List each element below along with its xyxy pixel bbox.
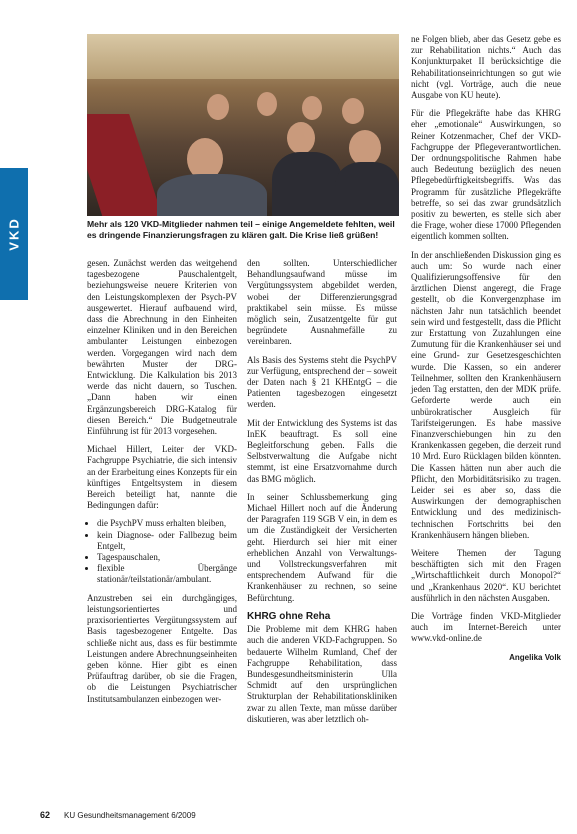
paragraph: In seiner Schlussbemerkung ging Michael Hillert noch auf die Änderung der Paragrafen 119 SGB V ein, in dem es um die Zuständigkeit der Versicherten geht. Hierdurch sei hier mit einer erheblichen Anzahl von Verwaltungs- und Vollstreckungsverfahren mit entsprechendem Aufwand für die Krankenhäuser zu rechnen, so seine Befürchtung. (247, 491, 397, 603)
article-column-3 (411, 34, 561, 663)
list-item: • flexible Übergänge stationär/teilstationär/ambulant. (97, 563, 237, 585)
photo-caption: Mehr als 120 VKD-Mitglieder nahmen teil – einige Angemeldete fehlten, weil es dringende Finanzierungsfragen zu klären galt. Die Krise ließ grüßen! (87, 219, 395, 240)
publication-name: KU Gesundheitsmanagement 6/2009 (64, 810, 196, 820)
page-number: 62 (40, 810, 51, 820)
list-item: • Tagespauschalen, (97, 552, 237, 563)
article-column-1 (87, 258, 237, 712)
author-name: Angelika Volk (509, 652, 561, 662)
section-tab-vkd (0, 168, 28, 300)
paragraph: Anzustreben sei ein durchgängiges, leistungsorientiertes und praxisorientiertes Vergütungssystem auf Basis tagesbezogener Entgelte. Das schließe nicht aus, dass es für bestimmte Leistungen andere Abrechnungseinheiten geben könne. Hier gibt es einen Prüfauftrag darüber, ob sie die Fragen, ob die Leistungen Psychiatrischer Institutsambulanzen einbezogen wer- (87, 592, 237, 704)
paragraph: den sollten. Unterschiedlicher Behandlungsaufwand müsse im Vergütungssystem abgebildet werden, wobei der Differenzierungsgrad praktikabel sein müsse. Es müsse möglich sein, Zusatzentgelte für gut begründete Ausnahmefälle zu vereinbaren. (247, 258, 397, 347)
section-tab-label: VKD (6, 217, 22, 251)
paragraph: ne Folgen blieb, aber das Gesetz gebe es zur Rehabilitation nichts.“ Auch das Konjunkturpaket II berücksichtige die Rehabilitationseinrichtungen so gut wie nicht (vgl. Vorträge, auch die neue Ausgabe von KU heute). (411, 34, 561, 101)
paragraph: In der anschließenden Diskussion ging es auch um: So wurde nach einer Qualifizierungsoffensive für den ärztlichen Dienst angeregt, die Frage gestellt, ob die Konvergenzphase im nächsten Jahr nun tatsächlich beendet sein wird und festgestellt, dass die Pflicht zur Erstattung von Zuzahlungen eine Zumutung für die Krankenhäuser sei und eine Grund- zur Gesetzesgeschichten wurde. Die Kassen, so ein anderer Teilnehmer, sollten den Krankenhäusern jeden Tag erstatten, den der MDK prüfe. Geforderte werde auch ein unbürokratischer Ausgleich für Tarifsteigerungen. Es habe massive Finanzverschiebungen hin zu den Krankenkassen gegeben, die derzeit rund 10 Mrd. Euro Rücklagen bilden könnten. Die Kassen hätten nun aber auch die Pflicht, den Morbiditätsrisiko zu tragen. Leider sei es aber so, dass die Auswirkungen der demographischen Entwicklung und des medizinisch-technischen Fortschritts bei den Krankenhäusern hängen blieben. (411, 249, 561, 540)
paragraph: Für die Pflegekräfte habe das KHRG eher „emotionale“ Auswirkungen, so Reiner Kotzenmacher, Chef der VKD-Fachgruppe der Pflegeverantwortlichen. Der ordnungspolitische Rahmen habe auch Bedeutung bezüglich des neuen Pflegebedürftigkeitsbegriffs. Was das Programm für zusätzliche Pflegekräfte betreffe, so sei das zwar grundsätzlich positiv zu bewerten, es stelle sich aber die Frage, woher diese 17000 Pflegenden eigentlich kommen sollten. (411, 108, 561, 242)
paragraph: Als Basis des Systems steht die PsychPV zur Verfügung, entsprechend der – soweit der Daten nach § 21 KHEntgG – die Patienten tagesbezogen eingesetzt werden. (247, 354, 397, 410)
list-item: • kein Diagnose- oder Fallbezug beim Entgelt, (97, 530, 237, 552)
conditions-list (87, 518, 237, 585)
list-item: • die PsychPV muss erhalten bleiben, (97, 518, 237, 529)
paragraph: Die Probleme mit dem KHRG haben auch die anderen VKD-Fachgruppen. So bedauerte Wilhelm Rumland, Chef der Fachgruppe Rehabilitation, dass Bundesgesundheitsministerin Ulla Schmidt auf den ursprünglichen Strukturplan der Rehabilitationskliniken zwar zu allen Texte, man müsse darüber diskutieren, was aber letztlich oh- (247, 624, 397, 724)
page-footer (40, 808, 560, 822)
conference-photo (87, 34, 399, 216)
section-heading: KHRG ohne Reha (247, 610, 331, 622)
paragraph: Michael Hillert, Leiter der VKD-Fachgruppe Psychiatrie, die sich intensiv an der Erarbeitung eines Konzepts für ein künftiges Entgeltsystem in diesem Bereich beteiligt hat, nannte die Bedingungen dafür: (87, 444, 237, 511)
paragraph: gesen. Zunächst werden das weitgehend tagesbezogene Pauschalentgelt, beziehungsweise neuere Kriterien von den Leistungskomplexen der Psych-PV ausgewertet. Hierauf aufbauend wird, dass die Abrechnung in den Einheiten einzelner Kliniken und in den Bereichen ambulanter Leistungen einbezogen werden. Vorgegangen wird nach dem bewährten Muster der DRG-Entwicklung. Die Kalkulation bis 2013 werde das nicht dauern, so Tuschen. „Dann haben wir einen Ergänzungsbereich DRG-Katalog für diesen Bereich.“ Die Budgetneutrale Einführung ist für 2013 vorgesehen. (87, 258, 237, 437)
paragraph: Die Vorträge finden VKD-Mitglieder auch im Internet-Bereich unter www.vkd-online.de (411, 610, 561, 644)
article-column-2 (247, 258, 397, 732)
paragraph: Mit der Entwicklung des Systems ist das InEK beauftragt. Es soll eine Begleitforschung geben. Falls die Selbstverwaltung die Aufgabe nicht stemmt, ist eine Ersatzvornahme durch das BMG möglich. (247, 417, 397, 484)
paragraph: Weitere Themen der Tagung beschäftigten sich mit den Fragen „Wirtschaftlichkeit durch Monopol?“ und „Krankenhaus 2020“. KU berichtet ausführlich in den nächsten Ausgaben. (411, 547, 561, 603)
